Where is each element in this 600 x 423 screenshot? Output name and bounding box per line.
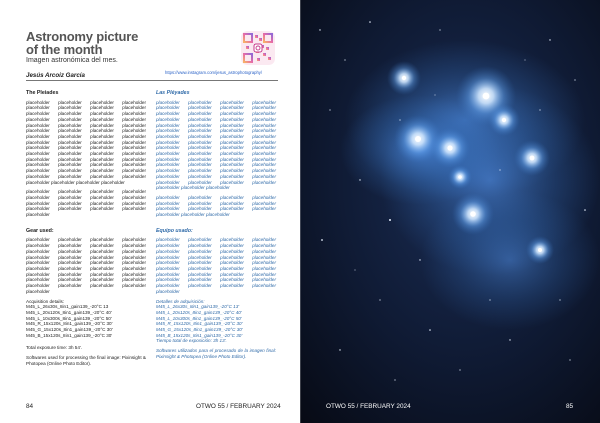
english-gear-text: placeholder placeholder placeholder placeholder placeholder placeholder placeholder placeholder placeholder placeholder placeholder placeholder placeholder placeholder placeholder placeholder placeholder placeholder placeholder placeholder placeholder placeholder placeholder placeholder placeholder placeholder placeholder placeholder placeholder placeholder placeholder placeholder placeholder placeholder placeholder placeholder placeholder (26, 237, 146, 294)
page-number-right: 85 (566, 403, 574, 410)
spanish-heading: Las Pléyades (156, 90, 190, 96)
page-subtitle: Imagen astronómica del mes. (26, 57, 118, 64)
spanish-acq-line: M45_R_15x120s_8in1_gain139_-20°C 30' (156, 321, 243, 327)
spanish-paragraph-2: placeholder placeholder placeholder placeholder placeholder placeholder placeholder placeholder placeholder placeholder placeholder placeholder placeholder placeholder placeholder (156, 194, 276, 218)
spanish-total-exposure: Tiempo total de exposición: 3h 13'. (156, 338, 227, 344)
page-number-left: 84 (26, 403, 34, 410)
right-page (300, 0, 600, 423)
english-gear-heading: Gear used: (26, 227, 54, 234)
spanish-column (156, 91, 276, 364)
english-column (26, 91, 146, 371)
spanish-software: Softwares utilizados para el procesado de la imagen final: Pixinsight & Photopea (Online Photo Editor). (156, 348, 276, 359)
title-line-1: Astronomy picture (26, 29, 139, 44)
english-paragraph-2: placeholder placeholder placeholder placeholder placeholder placeholder placeholder placeholder placeholder placeholder placeholder placeholder placeholder placeholder placeholder placeholder placeholder (26, 189, 146, 218)
english-acq-line: M45_L_26x30s_8in1_gain139_-20°C 13 (26, 304, 109, 310)
spanish-acq-line: M45_G_15x120s_8in1_gain139_-20°C 30' (156, 327, 243, 333)
issue-label-left: OTWO 55 / FEBRUARY 2024 (196, 403, 281, 410)
spanish-paragraph-1: placeholder placeholder placeholder placeholder placeholder placeholder placeholder placeholder placeholder placeholder placeholder placeholder placeholder placeholder placeholder placeholder placeholder placeholder placeholder placeholder placeholder placeholder placeholder placeholder placeholder placeholder placeholder placeholder placeholder placeholder placeholder placeholder placeholder placeholder placeholder placeholder placeholder placeholder placeholder placeholder placeholder placeholder placeholder placeholder placeholder placeholder placeholder placeholder placeholder placeholder placeholder placeholder placeholder placeholder placeholder placeholder placeholder placeholder placeholder placeholder placeholder placeholder placeholder (156, 99, 276, 191)
issue-label-right: OTWO 55 / FEBRUARY 2024 (326, 403, 411, 410)
spanish-gear-heading: Equipo usado: (156, 227, 193, 234)
english-acq-line: M45_L_20x120s_8in1_gain139_-20°C 40' (26, 309, 112, 315)
author-name: Jesús Arcoiz García (26, 72, 85, 79)
spanish-acq-line: M45_L_20x120s_8in1_gain139_-20°C 40' (156, 309, 242, 315)
english-software: Softwares used for processing the final image: Pixinsight & Photopea (Online Photo Editor). (26, 355, 146, 366)
header-rule (26, 80, 278, 81)
english-acq-line: M45_G_15x120s_8in1_gain139_-20°C 30' (26, 327, 113, 333)
english-total-exposure: Total exposure time: 3h 54'. (26, 345, 83, 351)
page-title (26, 30, 138, 56)
english-paragraph-1: placeholder placeholder placeholder placeholder placeholder placeholder placeholder placeholder placeholder placeholder placeholder placeholder placeholder placeholder placeholder placeholder placeholder placeholder placeholder placeholder placeholder placeholder placeholder placeholder placeholder placeholder placeholder placeholder placeholder placeholder placeholder placeholder placeholder placeholder placeholder placeholder placeholder placeholder placeholder placeholder placeholder placeholder placeholder placeholder placeholder placeholder placeholder placeholder placeholder placeholder placeholder placeholder placeholder placeholder placeholder placeholder placeholder placeholder placeholder placeholder (26, 99, 146, 185)
gutter (300, 0, 301, 423)
spanish-gear-text: placeholder placeholder placeholder placeholder placeholder placeholder placeholder placeholder placeholder placeholder placeholder placeholder placeholder placeholder placeholder placeholder placeholder placeholder placeholder placeholder placeholder placeholder placeholder placeholder placeholder placeholder placeholder placeholder placeholder placeholder placeholder placeholder placeholder placeholder placeholder placeholder placeholder (156, 237, 276, 294)
english-acquisition-heading: Acquisition details: (26, 298, 65, 304)
qr-code-icon[interactable] (241, 31, 275, 65)
instagram-link[interactable]: https://www.instagram.com/jesus_astrophotography/ (165, 70, 263, 75)
english-acq-line: M45_L_10x300s_8in1_gain139_-20°C 50' (26, 315, 112, 321)
spanish-acq-line: M45_B_15x120s_8in1_gain139_-20°C 30' (156, 332, 243, 338)
pleiades-photo (300, 0, 600, 423)
english-acq-line: M45_B_15x120s_8in1_gain139_-20°C 30' (26, 332, 113, 338)
english-heading: The Pleiades (26, 90, 59, 96)
spanish-acquisition-heading: Detalles de adquisición: (156, 298, 205, 304)
title-line-2: of the month (26, 42, 103, 57)
spanish-acq-line: M45_L_10x300s_8in1_gain139_-20°C 50' (156, 315, 242, 321)
english-acq-line: M45_R_15x120s_8in1_gain139_-20°C 30' (26, 321, 113, 327)
spanish-acq-line: M45_L_26x30s_8in1_gain139_-20°C 13' (156, 304, 240, 310)
